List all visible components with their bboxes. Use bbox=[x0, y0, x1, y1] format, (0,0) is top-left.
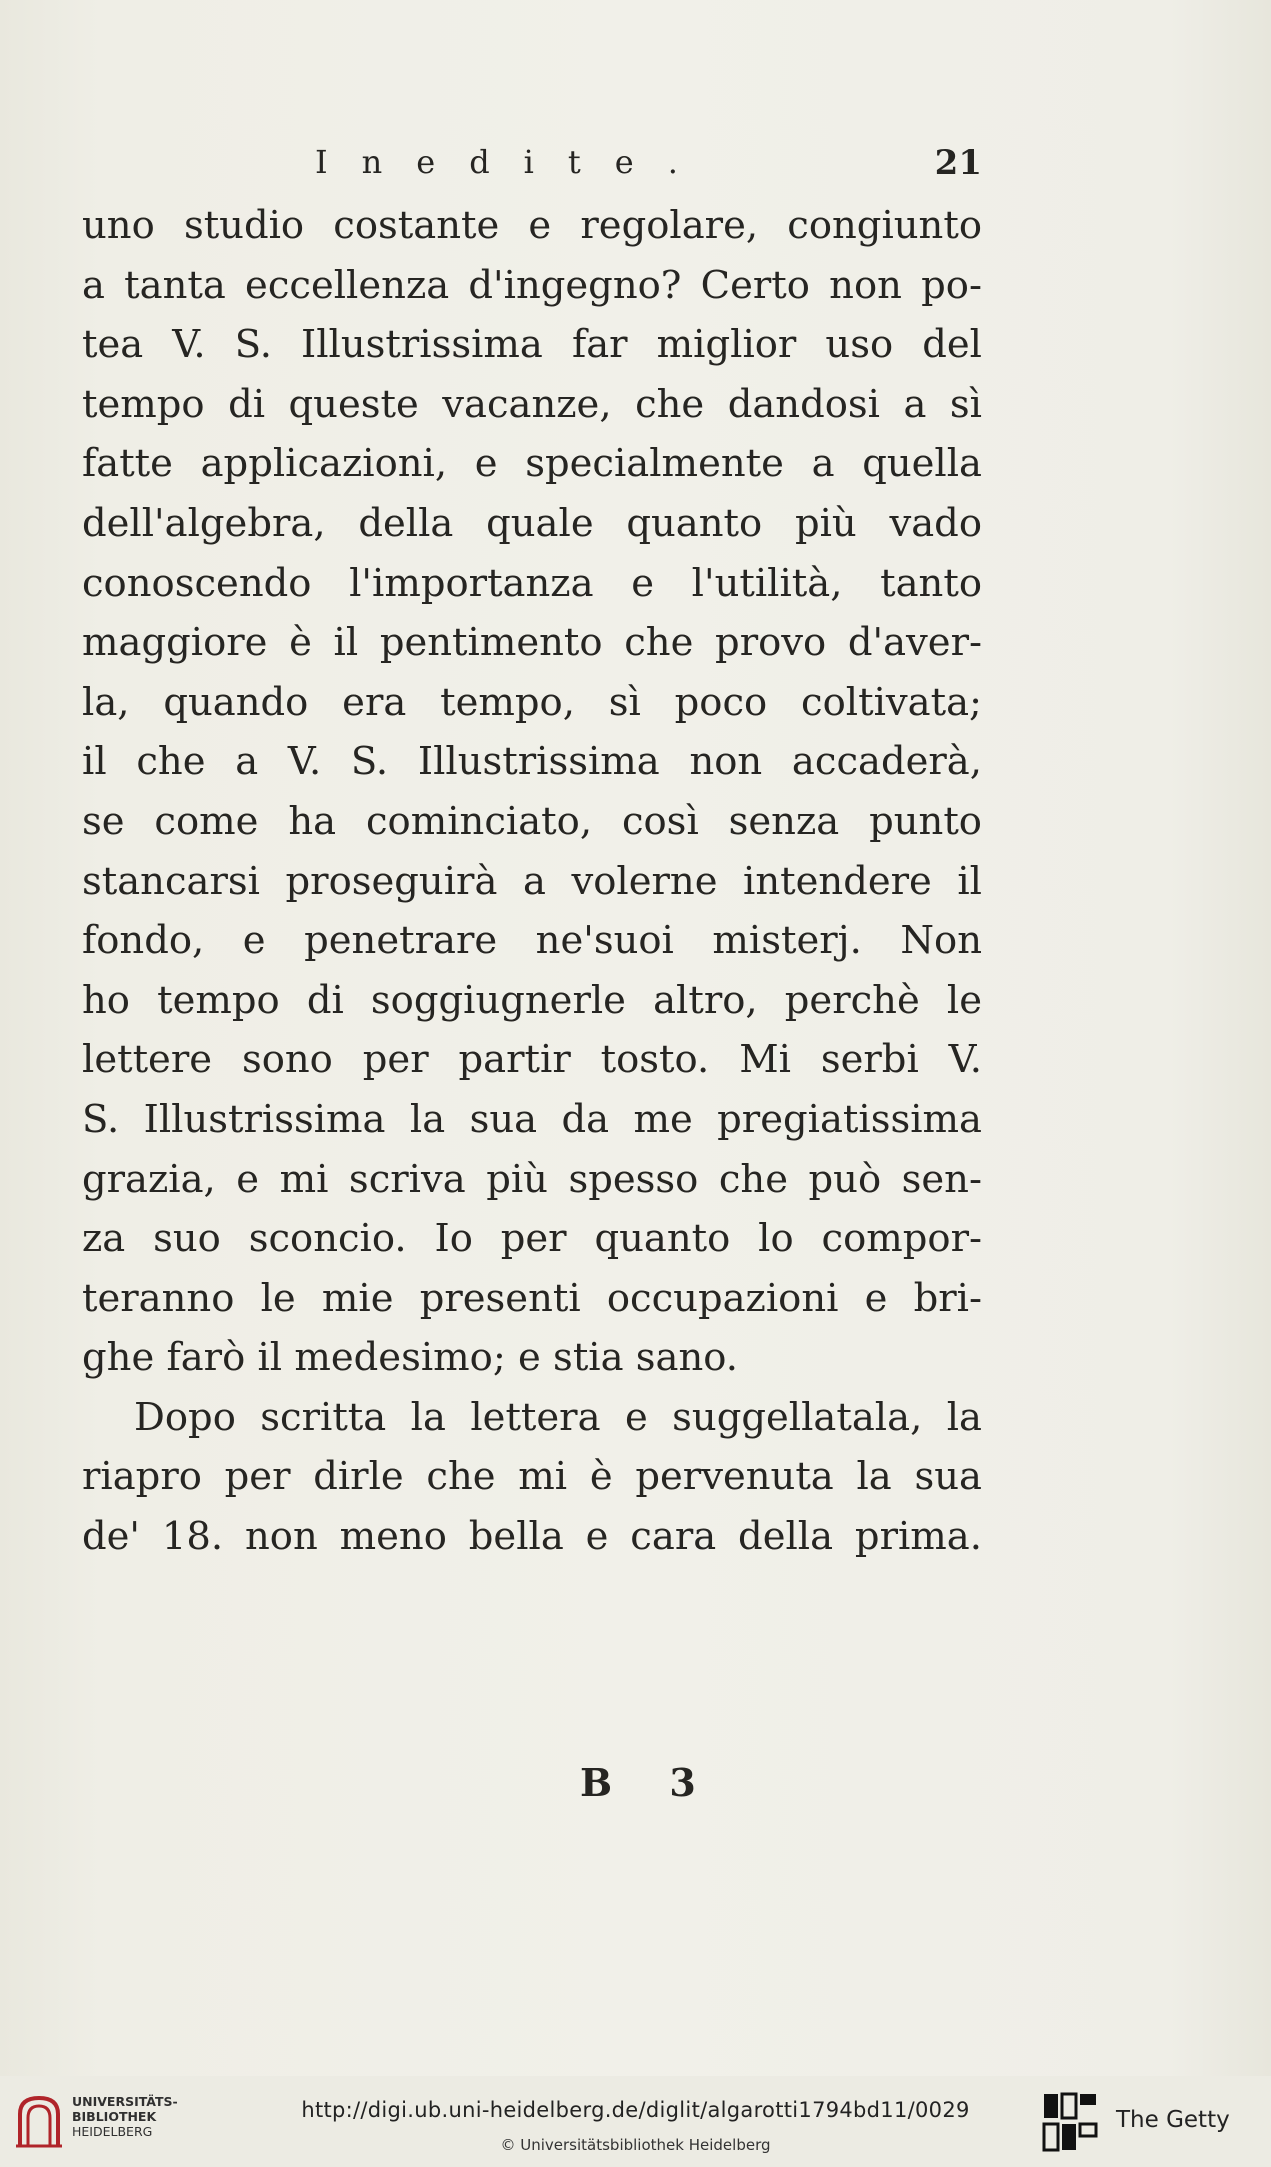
text-line: S. Illustrissima la sua da me pregiatissima bbox=[82, 1096, 982, 1142]
text-line: maggiore è il pentimento che provo d'aver- bbox=[82, 620, 982, 666]
text-line: stancarsi proseguirà a volerne intendere il bbox=[82, 858, 982, 904]
text-line: lettere sono per partir tosto. Mi serbi V. bbox=[82, 1037, 982, 1083]
text-line: se come ha cominciato, così senza punto bbox=[82, 798, 982, 844]
text-line: tempo di queste vacanze, che dandosi a sì bbox=[82, 381, 982, 427]
text-line: teranno le mie presenti occupazioni e bri- bbox=[82, 1275, 982, 1321]
text-line: ghe farò il medesimo; e stia sano. bbox=[82, 1335, 739, 1381]
text-line: il che a V. S. Illustrissima non accaderà, bbox=[82, 739, 982, 785]
text-line: conoscendo l'importanza e l'utilità, tanto bbox=[82, 560, 982, 606]
getty-mark-icon bbox=[1042, 2092, 1098, 2152]
text-line: riapro per dirle che mi è pervenuta la sua bbox=[82, 1454, 982, 1500]
library-name-line: BIBLIOTHEK bbox=[72, 2109, 157, 2124]
library-name-line: UNIVERSITÄTS- bbox=[72, 2094, 178, 2109]
paragraph-1 bbox=[82, 196, 982, 1388]
running-head bbox=[82, 143, 982, 193]
text-line: dell'algebra, della quale quanto più vado bbox=[82, 500, 982, 546]
text-line: de' 18. non meno bella e cara della prima. bbox=[82, 1514, 982, 1560]
text-line: la, quando era tempo, sì poco coltivata; bbox=[82, 679, 982, 725]
getty-logo[interactable] bbox=[1042, 2092, 1257, 2152]
text-line: Dopo scritta la lettera e suggellatala, la bbox=[134, 1394, 982, 1440]
text-line: uno studio costante e regolare, congiunto bbox=[82, 203, 982, 248]
partner-name: The Getty bbox=[1116, 2107, 1230, 2133]
text-line: za suo sconcio. Io per quanto lo compor- bbox=[82, 1216, 982, 1262]
signature-mark: B 3 bbox=[580, 1760, 718, 1805]
body-text bbox=[82, 196, 982, 1567]
text-line: grazia, e mi scriva più spesso che può sen- bbox=[82, 1156, 982, 1202]
text-line: fondo, e penetrare ne'suoi misterj. Non bbox=[82, 918, 982, 964]
viewer-footer bbox=[0, 2076, 1271, 2167]
permalink-url[interactable]: http://digi.ub.uni-heidelberg.de/diglit/algarotti1794bd11/0029 bbox=[301, 2098, 970, 2122]
page-number: 21 bbox=[934, 143, 982, 183]
library-name-line: HEIDELBERG bbox=[72, 2124, 153, 2139]
text-line: fatte applicazioni, e specialmente a quella bbox=[82, 441, 982, 487]
text-line: a tanta eccellenza d'ingegno? Certo non po- bbox=[82, 262, 982, 308]
copyright-notice: © Universitätsbibliothek Heidelberg bbox=[500, 2136, 771, 2154]
paragraph-2 bbox=[82, 1388, 982, 1567]
running-head-title: Inedite. bbox=[315, 143, 712, 181]
text-line: ho tempo di soggiugnerle altro, perchè le bbox=[82, 977, 982, 1023]
text-line: tea V. S. Illustrissima far miglior uso del bbox=[82, 322, 982, 368]
